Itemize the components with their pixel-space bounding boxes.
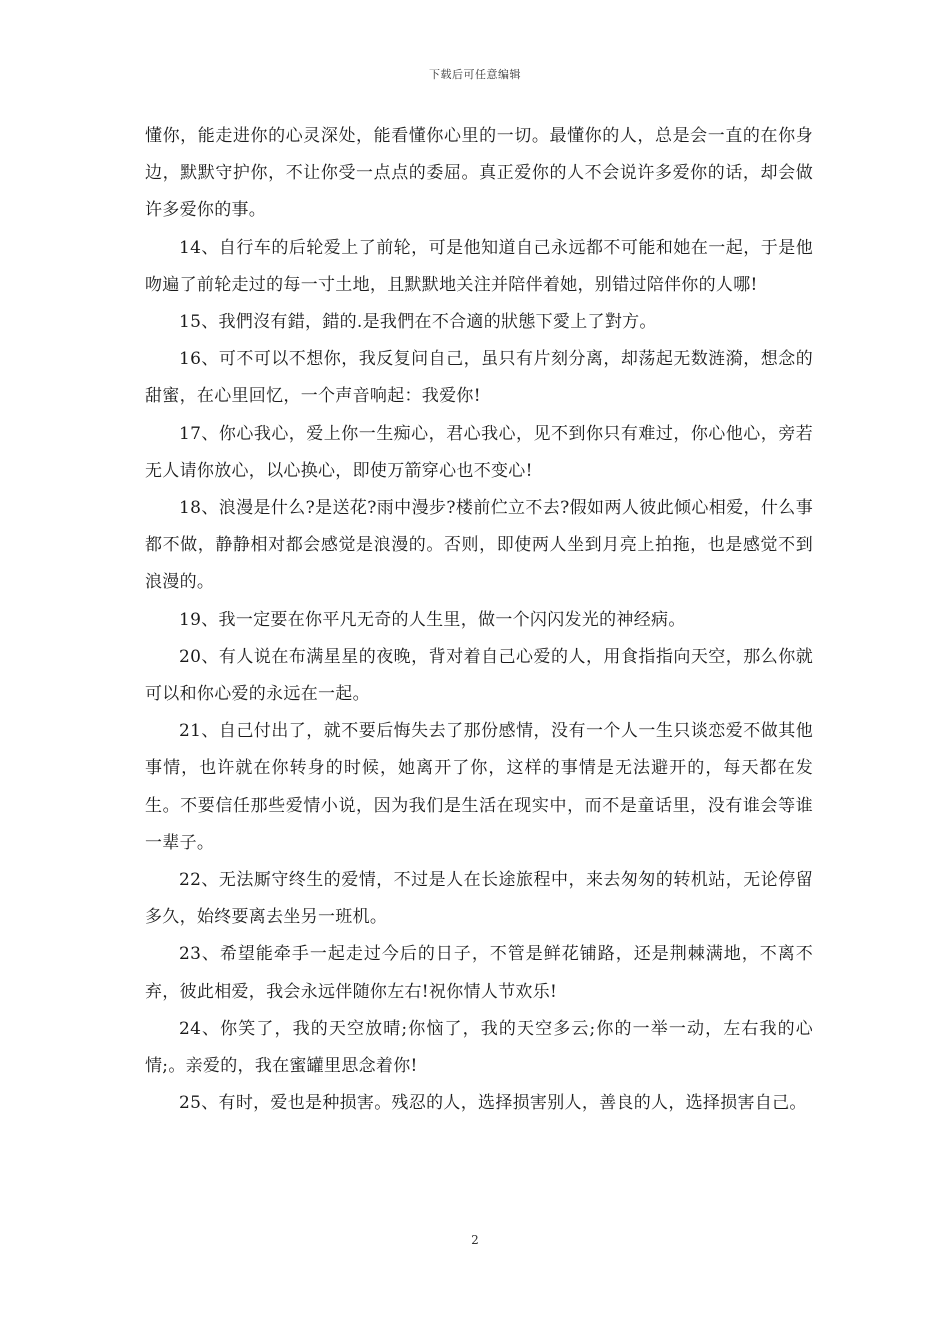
paragraph-item-16: 16、可不可以不想你，我反复问自己，虽只有片刻分离，却荡起无数涟漪，想念的甜蜜，在心里回忆，一个声音响起：我爱你! [145,349,813,407]
page-header: 下载后可任意编辑 [429,68,521,81]
paragraph-item-20: 20、有人说在布满星星的夜晚，背对着自己心爱的人，用食指指向天空，那么你就可以和你心爱的永远在一起。 [145,646,813,705]
paragraph-item-17: 17、你心我心，爱上你一生痴心，君心我心，见不到你只有难过，你心他心，旁若无人请你放心，以心换心，即使万箭穿心也不变心! [145,423,813,481]
paragraph-item-25: 25、有时，爱也是种损害。残忍的人，选择损害别人，善良的人，选择损害自己。 [179,1093,807,1114]
paragraph-item-23: 23、希望能牵手一起走过今后的日子，不管是鲜花铺路，还是荆棘满地，不离不弃，彼此相爱，我会永远伴随你左右!祝你情人节欢乐! [145,944,813,1002]
paragraph-item-21: 21、自己付出了，就不要后悔失去了那份感情，没有一个人一生只谈恋爱不做其他事情，也许就在你转身的时候，她离开了你，这样的事情是无法避开的，每天都在发生。不要信任那些爱情小说，因为我们是生活在现实中，而不是童话里，没有谁会等谁一辈子。 [145,721,813,853]
page-number: 2 [471,1233,479,1247]
paragraph-item-18: 18、浪漫是什么?是送花?雨中漫步?楼前伫立不去?假如两人彼此倾心相爱，什么事都不做，静静相对都会感觉是浪漫的。否则，即使两人坐到月亮上拍拖，也是感觉不到浪漫的。 [145,498,813,593]
paragraph-item-19: 19、我一定要在你平凡无奇的人生里，做一个闪闪发光的神经病。 [179,609,686,630]
paragraph-item-22: 22、无法厮守终生的爱情，不过是人在长途旅程中，来去匆匆的转机站，无论停留多久，始终要离去坐另一班机。 [145,870,813,928]
paragraph-item-14: 14、自行车的后轮爱上了前轮，可是他知道自己永远都不可能和她在一起，于是他吻遍了前轮走过的每一寸土地，且默默地关注并陪伴着她，别错过陪伴你的人哪! [145,237,813,295]
document-body [145,118,813,1122]
paragraph-item-15: 15、我們沒有錯，錯的.是我們在不合適的狀態下愛上了對方。 [179,312,657,333]
paragraph-continuation: 懂你，能走进你的心灵深处，能看懂你心里的一切。最懂你的人，总是会一直的在你身边，默默守护你，不让你受一点点的委屈。真正爱你的人不会说许多爱你的话，却会做许多爱你的事。 [145,126,813,221]
paragraph-item-24: 24、你笑了，我的天空放晴;你恼了，我的天空多云;你的一举一动，左右我的心情;。亲爱的，我在蜜罐里思念着你! [145,1018,813,1077]
